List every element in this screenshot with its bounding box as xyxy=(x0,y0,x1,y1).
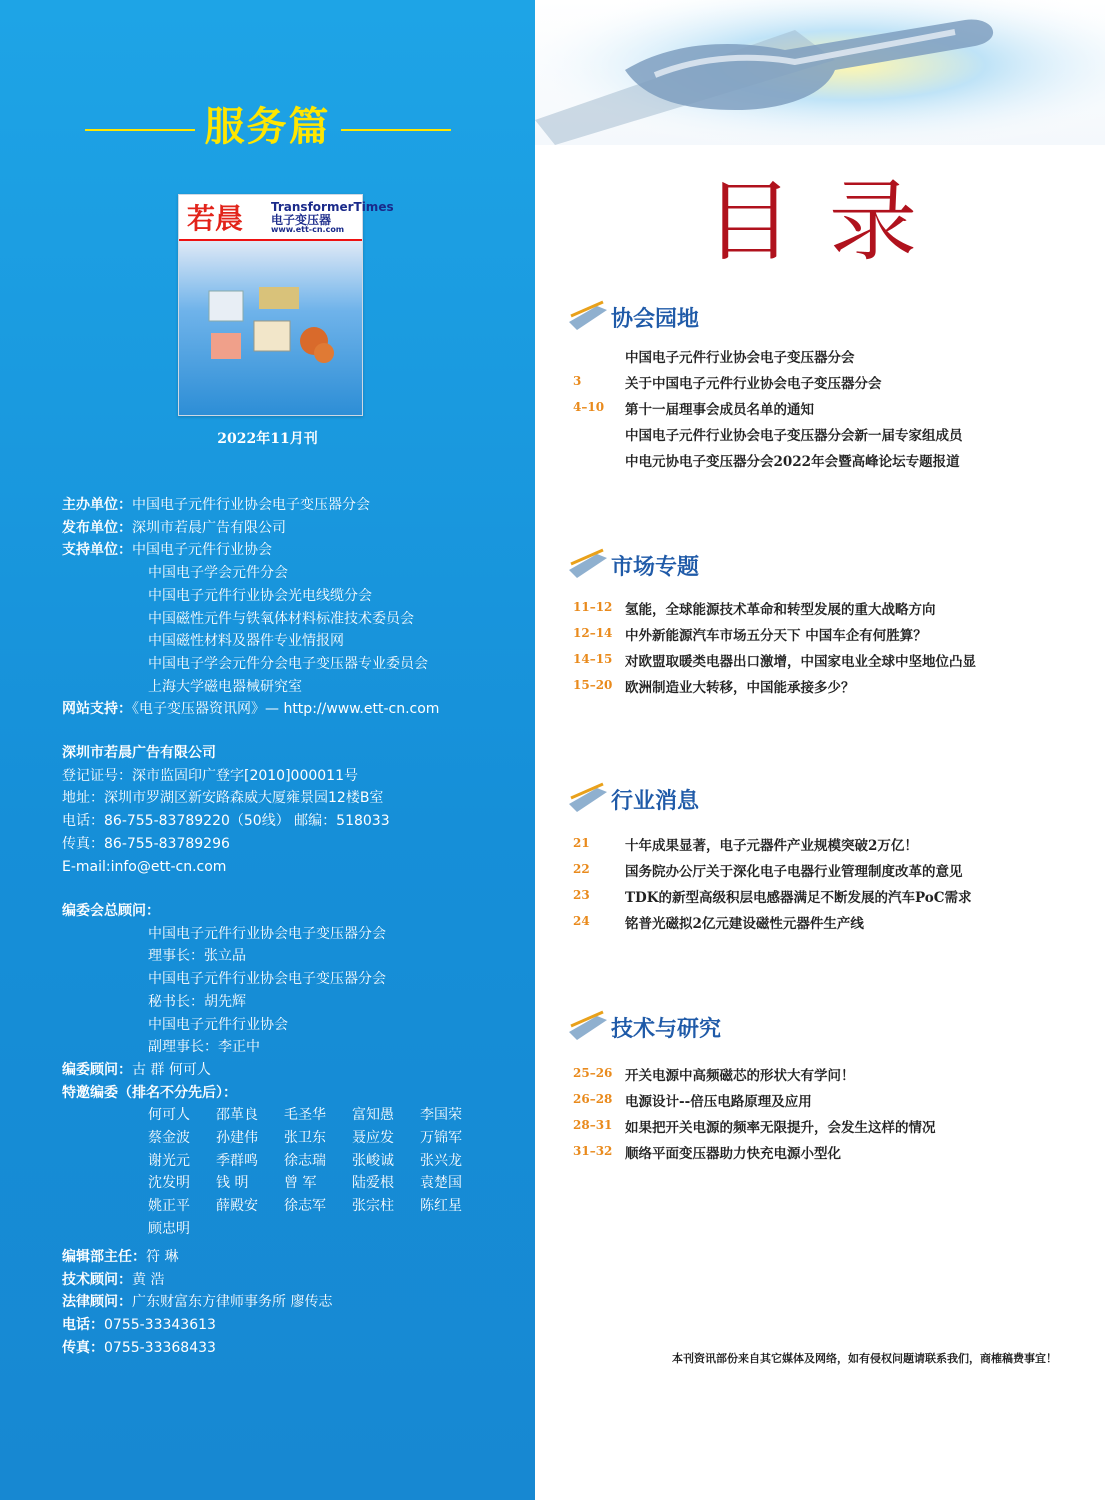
toc-item[interactable]: 22 国务院办公厅关于深化电子电器行业管理制度改革的意见 xyxy=(573,862,963,880)
editor-name: 张宗柱 xyxy=(352,1198,394,1215)
org-row: 发布单位：深圳市若晨广告有限公司 xyxy=(62,519,286,536)
editor-name: 姚正平 xyxy=(148,1198,190,1215)
special-editors-head: 特邀编委（排名不分先后）： xyxy=(62,1084,237,1101)
editor-name: 陈红星 xyxy=(420,1198,462,1215)
hand-arrow-icon xyxy=(567,296,611,332)
editorial-row: 编辑部主任：符 琳 xyxy=(62,1249,179,1265)
section-heading: 服务篇 xyxy=(0,95,535,152)
hand-arrow-icon xyxy=(567,778,611,814)
editor-name: 袁楚国 xyxy=(420,1175,462,1192)
banner-image xyxy=(535,0,1105,145)
toc-item[interactable]: 15–20 欧洲制造业大转移，中国能承接多少？ xyxy=(573,678,855,696)
committee-line: 秘书长：胡先辉 xyxy=(148,993,246,1010)
editor-name: 张兴龙 xyxy=(420,1152,462,1169)
editor-name: 季群鸣 xyxy=(216,1152,258,1169)
toc-item[interactable]: 中电元协电子变压器分会2022年会暨高峰论坛专题报道 xyxy=(625,454,960,470)
toc-item[interactable]: 3 关于中国电子元件行业协会电子变压器分会 xyxy=(573,374,882,392)
section-header xyxy=(567,296,767,336)
section-title: 技术与研究 xyxy=(611,1016,722,1042)
section-title: 市场专题 xyxy=(611,554,700,580)
cover-brand: 若晨 xyxy=(187,202,244,235)
disclaimer: 本刊资讯部份来自其它媒体及网络，如有侵权问题请联系我们，商榷稿费事宜！ xyxy=(672,1352,1057,1365)
toc-item[interactable]: 26–28 电源设计--倍压电路原理及应用 xyxy=(573,1092,812,1110)
toc-item[interactable]: 21 十年成果显著，电子元器件产业规模突破2万亿！ xyxy=(573,836,918,854)
committee-line: 副理事长：李正中 xyxy=(148,1039,260,1056)
toc-item[interactable]: 25–26 开关电源中高频磁芯的形状大有学问！ xyxy=(573,1066,855,1084)
editorial-row: 传真：0755-33368433 xyxy=(62,1339,216,1356)
editor-name: 李国荣 xyxy=(420,1107,462,1124)
committee-head: 编委会总顾问： xyxy=(62,903,160,919)
special-editors xyxy=(62,1104,488,1240)
left-panel xyxy=(0,0,535,1500)
editor-name: 张卫东 xyxy=(284,1130,326,1147)
cover-image xyxy=(179,241,362,415)
org-row: 支持单位：中国电子元件行业协会 xyxy=(62,542,272,559)
section-header xyxy=(567,544,767,584)
editor-name: 陆爱根 xyxy=(352,1175,394,1192)
toc-item[interactable]: 24 铭普光磁拟2亿元建设磁性元器件生产线 xyxy=(573,914,864,932)
company-info xyxy=(62,742,390,878)
cover-title: TransformerTimes 电子变压器 xyxy=(271,200,394,227)
committee-line: 中国电子元件行业协会 xyxy=(148,1016,288,1033)
editor-name: 万锦军 xyxy=(420,1130,462,1147)
toc-list xyxy=(535,1064,1105,1168)
company-name: 深圳市若晨广告有限公司 xyxy=(62,745,216,761)
editor-name: 徐志军 xyxy=(284,1198,326,1215)
section-title: 协会园地 xyxy=(611,306,700,332)
editorial xyxy=(62,1246,332,1360)
cover-url: www.ett-cn.com xyxy=(271,225,345,234)
company-line: 传真：86-755-83789296 xyxy=(62,835,230,852)
issue-date: 2022年11月刊 xyxy=(217,431,318,447)
company-line: 登记证号：深市监固印广登字[2010]000011号 xyxy=(62,767,358,784)
editor-name: 薛殿安 xyxy=(216,1198,258,1215)
editor-name: 顾忠明 xyxy=(148,1220,190,1237)
toc-item[interactable]: 12–14 中外新能源汽车市场五分天下 中国车企有何胜算？ xyxy=(573,626,927,644)
committee-line: 理事长：张立品 xyxy=(148,948,246,965)
editorial-row: 电话：0755-33343613 xyxy=(62,1317,216,1334)
org-row: 主办单位：中国电子元件行业协会电子变压器分会 xyxy=(62,497,370,513)
editor-name: 张峻诚 xyxy=(352,1152,394,1169)
editor-name: 邵革良 xyxy=(216,1107,258,1124)
divider xyxy=(85,129,195,131)
company-line: 地址：深圳市罗湖区新安路森威大厦雍景园12楼B室 xyxy=(62,790,384,807)
editor-name: 毛圣华 xyxy=(284,1107,326,1124)
right-panel xyxy=(535,0,1105,1500)
editor-name: 钱 明 xyxy=(216,1175,249,1192)
editorial-row: 技术顾问：黄 浩 xyxy=(62,1271,165,1288)
toc-list xyxy=(535,834,1105,938)
toc-item[interactable]: 中国电子元件行业协会电子变压器分会新一届专家组成员 xyxy=(625,428,963,444)
cover-header xyxy=(179,195,394,241)
company-line: 电话：86-755-83789220（50线） 邮编：518033 xyxy=(62,813,390,830)
editor-name: 谢光元 xyxy=(148,1152,190,1169)
committee-line: 中国电子元件行业协会电子变压器分会 xyxy=(148,971,386,988)
org-row: 中国电子学会元件分会电子变压器专业委员会 xyxy=(148,655,428,672)
pointing-hand-icon xyxy=(535,0,1105,145)
company-line: E-mail:info@ett-cn.com xyxy=(62,858,227,875)
org-row: 中国磁性元件与铁氧体材料标准技术委员会 xyxy=(148,610,414,627)
section-header xyxy=(567,778,767,818)
editor-name: 聂应发 xyxy=(352,1130,394,1147)
hand-arrow-icon xyxy=(567,1006,611,1042)
committee xyxy=(62,900,488,1241)
section-header xyxy=(567,1006,767,1046)
committee-line: 中国电子元件行业协会电子变压器分会 xyxy=(148,925,386,942)
toc-title: 目录 xyxy=(705,170,954,273)
hand-arrow-icon xyxy=(567,544,611,580)
org-row: 上海大学磁电器械研究室 xyxy=(148,678,302,695)
toc-item[interactable]: 31–32 顺络平面变压器助力快充电源小型化 xyxy=(573,1144,841,1162)
organizers xyxy=(62,494,439,721)
divider xyxy=(341,129,451,131)
toc-item[interactable]: 28–31 如果把开关电源的频率无限提升，会发生这样的情况 xyxy=(573,1118,936,1136)
toc-item[interactable]: 中国电子元件行业协会电子变压器分会 xyxy=(625,350,855,366)
components-illustration xyxy=(199,281,339,371)
org-row: 网站支持：《电子变压器资讯网》— http://www.ett-cn.com xyxy=(62,701,440,718)
magazine-cover xyxy=(178,194,394,416)
advisor-row: 编委顾问：古 群 何可人 xyxy=(62,1061,211,1078)
org-row: 中国电子元件行业协会光电线缆分会 xyxy=(148,587,372,604)
toc-list xyxy=(535,346,1105,476)
editor-name: 孙建伟 xyxy=(216,1130,258,1147)
editor-name: 何可人 xyxy=(148,1107,190,1124)
toc-item[interactable]: 11–12 氢能，全球能源技术革命和转型发展的重大战略方向 xyxy=(573,600,936,618)
toc-item[interactable]: 4–10 第十一届理事会成员名单的通知 xyxy=(573,400,814,418)
toc-item[interactable]: 14–15 对欧盟取暖类电器出口激增，中国家电业全球中坚地位凸显 xyxy=(573,652,976,670)
org-row: 中国磁性材料及器件专业情报网 xyxy=(148,633,344,650)
editorial-row: 法律顾问：广东财富东方律师事务所 廖传志 xyxy=(62,1294,333,1311)
org-row: 中国电子学会元件分会 xyxy=(148,565,288,582)
section-title: 行业消息 xyxy=(611,788,700,814)
toc-item[interactable]: 23 TDK的新型高级积层电感器满足不断发展的汽车PoC需求 xyxy=(573,888,972,906)
editor-name: 蔡金波 xyxy=(148,1130,190,1147)
toc-list xyxy=(535,598,1105,702)
editor-name: 曾 军 xyxy=(284,1175,317,1192)
editor-name: 富知愚 xyxy=(352,1107,394,1124)
editor-name: 沈发明 xyxy=(148,1175,190,1192)
editor-name: 徐志瑞 xyxy=(284,1152,326,1169)
